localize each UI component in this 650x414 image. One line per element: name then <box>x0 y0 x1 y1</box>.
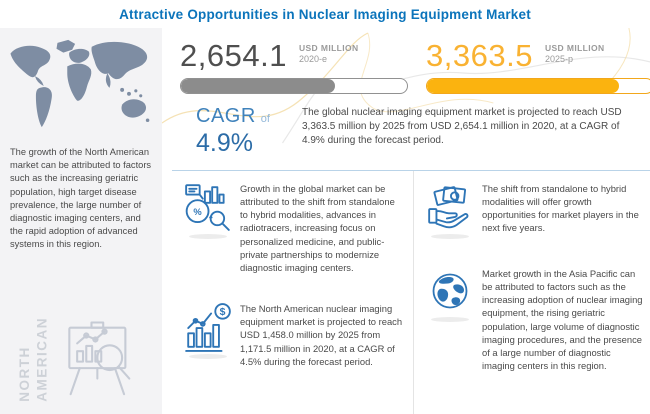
icon-shadow <box>431 317 469 322</box>
content <box>0 28 650 414</box>
info-box-text: The shift from standalone to hybrid modalities will offer growth opportunities for market players in the next five years. <box>482 183 639 234</box>
stats-row <box>172 40 650 94</box>
cagr-value: 4.9% <box>196 129 253 157</box>
info-box-text: Growth in the global market can be attributed to the shift from standalone to hybrid modalities, advances in radiotracers, increasing focus on personalized medicine, and public-private partnerships to modernize diagnostic imaging centers. <box>240 183 395 273</box>
progress-fill-2025 <box>427 79 619 93</box>
stat-2025 <box>426 40 650 94</box>
info-box-hybrid-shift <box>414 180 650 239</box>
cagr-row <box>172 105 650 158</box>
sidebar-bottom <box>16 317 141 402</box>
market-analysis-icon <box>180 182 236 274</box>
globe-icon <box>422 267 478 372</box>
info-box-text: The North American nuclear imaging equipment market is projected to reach USD 1,458.0 million by 2025 from 1,171.5 million in 2020, at a CAGR of 4.5% during the forecast period. <box>240 303 403 367</box>
stat-2020-unit: USD MILLION 2020-e <box>298 43 359 64</box>
svg-text:%: % <box>193 206 202 217</box>
sidebar-region-note: The growth of the North American market can be attributed to factors such as the increasing geriatric population, high target disease prevalence, the large number of diagnostic imaging centers, and the rapid adoption of advanced systems in this region. <box>10 147 152 250</box>
info-box-north-america <box>172 300 413 368</box>
info-boxes <box>172 170 650 414</box>
stat-2025-unit: USD MILLION 2025-p <box>544 43 605 64</box>
region-watermark <box>16 317 51 402</box>
icon-shadow <box>431 234 469 239</box>
info-boxes-right-column <box>413 171 650 414</box>
stat-2025-value: 3,363.5 <box>426 38 533 73</box>
sidebar-north-america <box>0 28 162 414</box>
page-title: Attractive Opportunities in Nuclear Imaging Equipment Market <box>119 6 531 22</box>
market-summary: The global nuclear imaging equipment market is projected to reach USD 3,363.5 million by 2025 from USD 2,654.1 million in 2020, at a CAGR of 4.9% during the forecast period. <box>302 107 622 146</box>
cagr-block <box>196 105 296 158</box>
header <box>0 0 650 28</box>
icon-shadow <box>189 354 227 359</box>
info-box-text: Market growth in the Asia Pacific can be attributed to factors such as the increasing adoption of nuclear imaging equipment, the rising geriatric population, large volume of diagnostic imaging procedures, and the presence of a large number of diagnostic imaging centers in this region. <box>482 268 643 372</box>
world-map <box>6 36 156 132</box>
cagr-of: of <box>260 113 270 125</box>
svg-text:$: $ <box>219 307 226 319</box>
money-in-hand-icon <box>422 182 478 239</box>
main-panel <box>162 28 650 414</box>
progress-fill-2020 <box>181 79 335 93</box>
region-watermark-line1: NORTH <box>17 346 32 402</box>
stat-2020-value: 2,654.1 <box>180 38 287 73</box>
info-boxes-left-column <box>172 171 413 414</box>
info-box-asia-pacific <box>414 265 650 372</box>
info-box-global-growth <box>172 180 413 274</box>
growth-bar-chart-icon <box>180 302 236 368</box>
cagr-label: CAGR <box>196 105 256 127</box>
progress-bar-2020 <box>180 78 408 94</box>
world-map-icon <box>6 36 154 132</box>
presentation-board-magnifier-icon <box>55 318 141 400</box>
stat-2020 <box>180 40 408 94</box>
progress-bar-2025 <box>426 78 650 94</box>
icon-shadow <box>189 234 227 239</box>
region-watermark-line2: AMERICAN <box>34 317 50 402</box>
